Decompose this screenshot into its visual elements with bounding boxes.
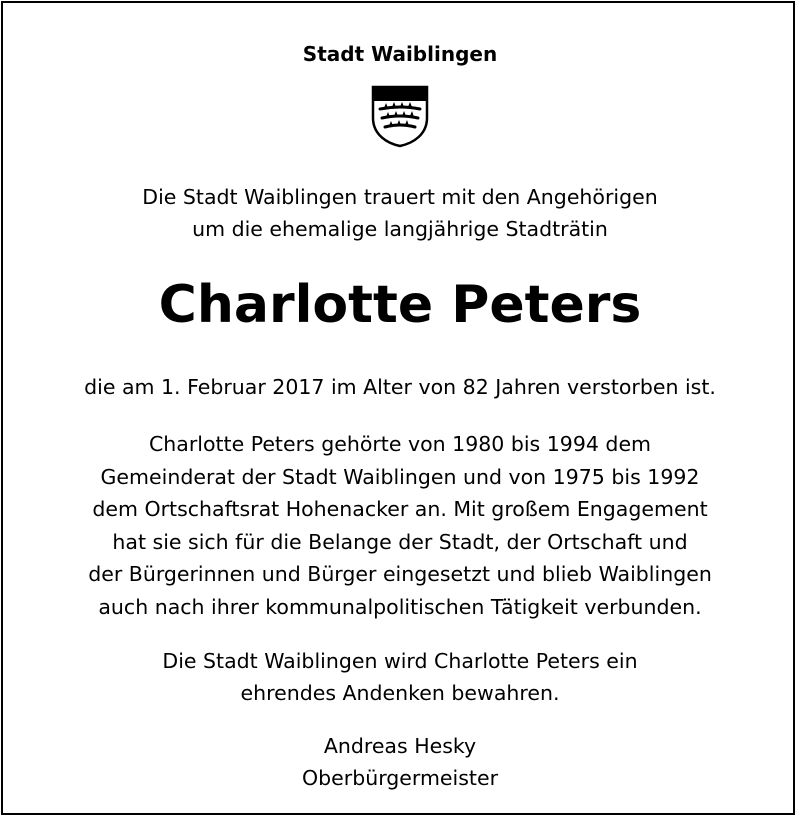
closing-text (0, 645, 800, 709)
death-notice: die am 1. Februar 2017 im Alter von 82 Jahren verstorben ist. (84, 375, 716, 399)
deceased-name: Charlotte Peters (158, 275, 642, 335)
biography-line: hat sie sich für die Belange der Stadt, der Ortschaft und (112, 529, 688, 554)
biography-text (0, 428, 800, 623)
signatory-title: Oberbürgermeister (302, 766, 498, 790)
intro-line: Die Stadt Waiblingen trauert mit den Angehörigen (142, 185, 658, 209)
biography-line: Gemeinderat der Stadt Waiblingen und von 1975 bis 1992 (100, 464, 700, 489)
closing-line: Die Stadt Waiblingen wird Charlotte Peters ein (162, 649, 638, 673)
biography-line: auch nach ihrer kommunalpolitischen Tätigkeit verbunden. (98, 594, 702, 619)
signatory-name: Andreas Hesky (323, 734, 477, 758)
biography-line: Charlotte Peters gehörte von 1980 bis 1994 dem (148, 432, 652, 456)
biography-line: der Bürgerinnen und Bürger eingesetzt und blieb Waiblingen (88, 562, 712, 586)
closing-line: ehrendes Andenken bewahren. (240, 681, 560, 705)
signature-block (0, 730, 800, 794)
coat-of-arms-icon (370, 84, 430, 148)
intro-text (0, 181, 800, 245)
intro-line: um die ehemalige langjährige Stadträtin (192, 217, 608, 241)
organization-title: Stadt Waiblingen (302, 42, 498, 66)
biography-line: dem Ortschaftsrat Hohenacker an. Mit großem Engagement (92, 497, 708, 521)
